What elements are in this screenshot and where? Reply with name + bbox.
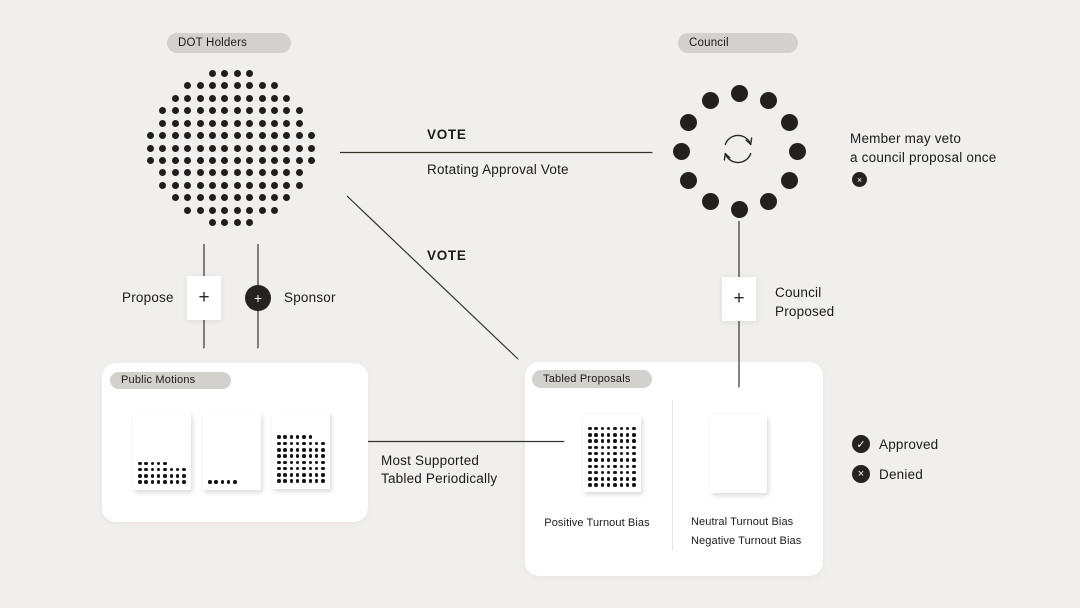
most-supported-line2: Tabled Periodically	[381, 471, 498, 486]
negative-turnout-label: Negative Turnout Bias	[691, 535, 802, 547]
propose-plus-square	[187, 276, 221, 320]
council-proposed-label-line1: Council	[775, 285, 822, 300]
vote-diagonal-arrow	[347, 196, 518, 359]
council-proposed-label-line2: Proposed	[775, 304, 835, 319]
support-dots	[588, 427, 636, 487]
propose-label: Propose	[122, 290, 174, 305]
tabled-proposals-pill: Tabled Proposals	[532, 370, 652, 388]
public-motion-card	[203, 413, 261, 490]
plus-icon: +	[253, 290, 263, 306]
support-dots	[138, 462, 186, 485]
dot-holders-cluster	[147, 70, 315, 226]
neutral-proposal-card	[710, 415, 767, 493]
support-dots	[277, 435, 325, 483]
veto-note-line1: Member may veto	[850, 131, 962, 146]
rotating-approval-vote-label: Rotating Approval Vote	[427, 162, 569, 177]
approved-label: Approved	[879, 437, 939, 452]
neutral-turnout-label: Neutral Turnout Bias	[691, 516, 794, 528]
positive-turnout-label: Positive Turnout Bias	[544, 517, 650, 529]
plus-icon: +	[198, 287, 210, 308]
sponsor-plus-circle	[245, 285, 271, 311]
vote-diagonal-label: VOTE	[427, 248, 467, 263]
most-supported-line1: Most Supported	[381, 453, 480, 468]
denied-label: Denied	[879, 467, 923, 482]
council-pill: Council	[678, 33, 798, 53]
sponsor-label: Sponsor	[284, 290, 336, 305]
plus-icon: +	[733, 288, 745, 309]
council-proposed-plus-square	[722, 277, 756, 321]
vote-label: VOTE	[427, 127, 467, 142]
veto-note-line2: a council proposal once	[850, 150, 997, 165]
approved-check-icon: ✓	[852, 435, 870, 453]
dot-holders-pill: DOT Holders	[167, 33, 291, 53]
positive-proposal-card	[583, 415, 641, 492]
public-motions-pill: Public Motions	[110, 372, 231, 389]
denied-x-icon: ×	[852, 465, 870, 483]
public-motions-panel	[102, 363, 368, 522]
public-motion-card	[272, 412, 330, 489]
veto-x-icon: ×	[852, 172, 867, 187]
panel-divider	[672, 400, 673, 551]
tabled-proposals-panel	[525, 362, 823, 576]
support-dots	[208, 480, 256, 484]
rotation-cycle-icon	[716, 127, 760, 171]
public-motion-card	[133, 413, 191, 490]
